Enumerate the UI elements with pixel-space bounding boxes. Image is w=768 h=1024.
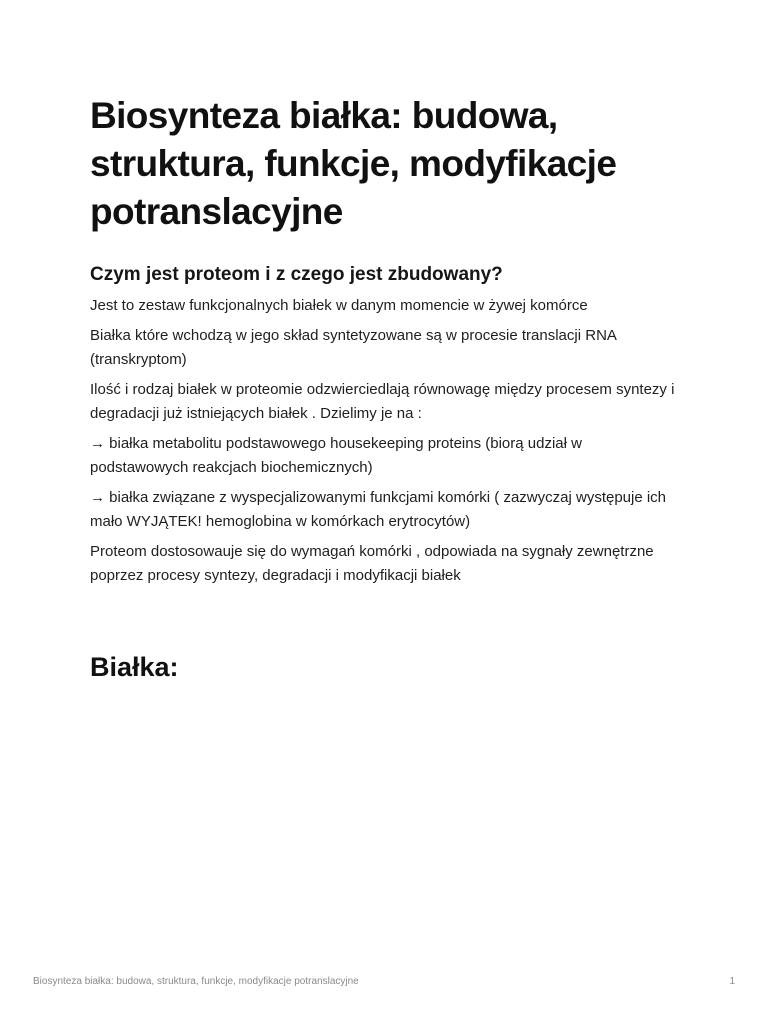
footer-running-title: Biosynteza białka: budowa, struktura, funkcje, modyfikacje potranslacyjne <box>33 976 359 987</box>
section-title-bialka: Białka: <box>90 652 179 682</box>
paragraph: Jest to zestaw funkcjonalnych białek w danym momencie w żywej komórce <box>90 297 588 314</box>
paragraph: Ilość i rodzaj białek w proteomie odzwierciedlają równowagę między procesem syntezy i degradacji już istniejących białek . Dzielimy je na : <box>90 381 675 422</box>
bullet-paragraph: → białka metabolitu podstawowego housekeeping proteins (biorą udział w podstawowych reakcjach biochemicznych) <box>90 435 582 476</box>
page-footer <box>33 975 735 989</box>
page-title: Biosynteza białka: budowa, struktura, funkcje, modyfikacje potranslacyjne <box>90 95 617 232</box>
content-body <box>90 294 680 594</box>
paragraph: Białka które wchodzą w jego skład syntetyzowane są w procesie translacji RNA (transkryptom) <box>90 327 617 368</box>
paragraph: Proteom dostosowauje się do wymagań komórki , odpowiada na sygnały zewnętrzne poprzez procesy syntezy, degradacji i modyfikacji białek <box>90 543 654 584</box>
bullet-paragraph: → białka związane z wyspecjalizowanymi funkcjami komórki ( zazwyczaj występuje ich mało WYJĄTEK! hemoglobina w komórkach erytrocytów) <box>90 489 667 530</box>
proteom-subheading: Czym jest proteom i z czego jest zbudowany? <box>90 264 503 285</box>
page-number: 1 <box>729 976 735 987</box>
